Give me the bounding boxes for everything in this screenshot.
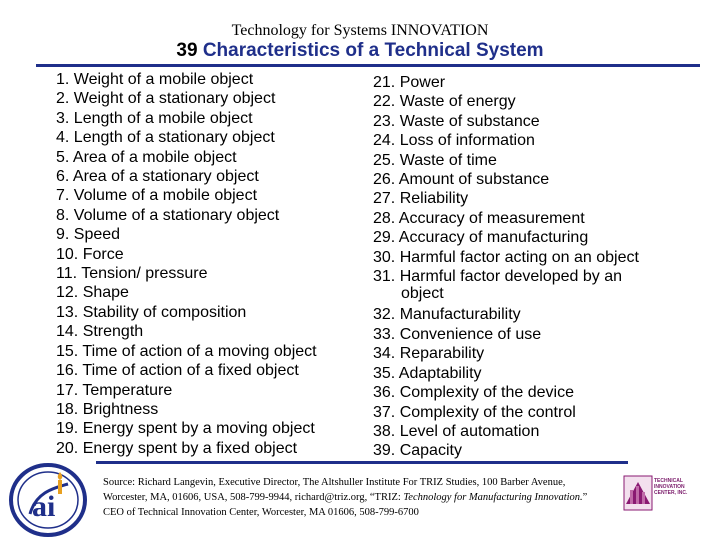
list-item: 2. Weight of a stationary object xyxy=(56,90,276,108)
list-item: 18. Brightness xyxy=(56,400,159,418)
list-item: 15. Time of action of a moving object xyxy=(56,342,317,360)
list-item: 5. Area of a mobile object xyxy=(56,148,237,166)
list-item: 10. Force xyxy=(56,245,124,263)
list-item: 32. Manufacturability xyxy=(373,306,521,324)
list-item: 24. Loss of information xyxy=(373,132,535,150)
top-divider xyxy=(36,64,700,67)
list-item: 34. Reparability xyxy=(373,345,485,363)
list-item: 35. Adaptability xyxy=(373,364,482,382)
title-text: Characteristics of a Technical System xyxy=(202,40,544,61)
list-item: 28. Accuracy of measurement xyxy=(373,209,585,227)
list-item: 25. Waste of time xyxy=(373,151,497,169)
technical-innovation-center-logo xyxy=(622,474,698,518)
list-item: 17. Temperature xyxy=(56,381,173,399)
list-item: 12. Shape xyxy=(56,284,129,302)
list-item: 9. Speed xyxy=(56,226,121,244)
list-item: 37. Complexity of the control xyxy=(373,403,576,421)
list-item: 20. Energy spent by a fixed object xyxy=(56,439,298,457)
list-item: 4. Length of a stationary object xyxy=(56,129,275,147)
list-item: 29. Accuracy of manufacturing xyxy=(373,229,589,247)
list-item: 1. Weight of a mobile object xyxy=(56,71,254,88)
list-item: 3. Length of a mobile object xyxy=(56,109,253,127)
list-item-wrapped xyxy=(373,267,693,301)
list-item: 27. Reliability xyxy=(373,190,469,208)
list-item: 7. Volume of a mobile object xyxy=(56,187,258,205)
list-item: 19. Energy spent by a moving object xyxy=(56,420,315,438)
page-title xyxy=(0,40,720,62)
list-item: 23. Waste of substance xyxy=(373,112,540,130)
source-text: Source: Richard Langevin, Executive Director, The Altshuller Institute For TRIZ Studies, 100 Barber Avenue, Worcester, MA, 01606, USA, 508-799-9944, richard@triz.org, “TRIZ: xyxy=(103,477,566,503)
list-item: 39. Capacity xyxy=(373,442,462,460)
list-item: 33. Convenience of use xyxy=(373,325,542,343)
source-book-title: Technology for Manufacturing Innovation. xyxy=(403,492,583,503)
list-item: 36. Complexity of the device xyxy=(373,384,574,402)
list-item: 8. Volume of a stationary object xyxy=(56,206,280,224)
list-item: 11. Tension/ pressure xyxy=(56,265,208,283)
source-text-end: ” CEO of Technical Innovation Center, Worcester, MA 01606, 508-799-6700 xyxy=(103,492,588,518)
header-top-title: Technology for Systems INNOVATION xyxy=(231,22,489,39)
list-item: 13. Stability of composition xyxy=(56,303,247,321)
list-item-text: 31. Harmful factor developed by an xyxy=(373,268,623,286)
logo-text: ai xyxy=(32,490,56,523)
bottom-divider xyxy=(96,461,628,464)
list-item: 38. Level of automation xyxy=(373,422,540,440)
list-item: 30. Harmful factor acting on an object xyxy=(373,248,639,266)
characteristics-list-left xyxy=(56,70,356,458)
list-item: 6. Area of a stationary object xyxy=(56,168,259,186)
tic-logo-text: TECHNICAL INNOVATION CENTER, INC. xyxy=(654,478,688,496)
list-item: 22. Waste of energy xyxy=(373,93,516,111)
source-citation xyxy=(103,475,603,520)
title-number: 39 xyxy=(176,40,198,61)
tic-emblem-icon xyxy=(622,474,656,514)
list-item: 26. Amount of substance xyxy=(373,171,550,189)
list-item: 14. Strength xyxy=(56,323,144,341)
list-item-continuation: object xyxy=(401,285,444,303)
characteristics-list-right xyxy=(373,73,693,461)
altshuller-institute-logo xyxy=(8,462,88,538)
list-item: 21. Power xyxy=(373,74,446,91)
list-item: 16. Time of action of a fixed object xyxy=(56,362,299,380)
